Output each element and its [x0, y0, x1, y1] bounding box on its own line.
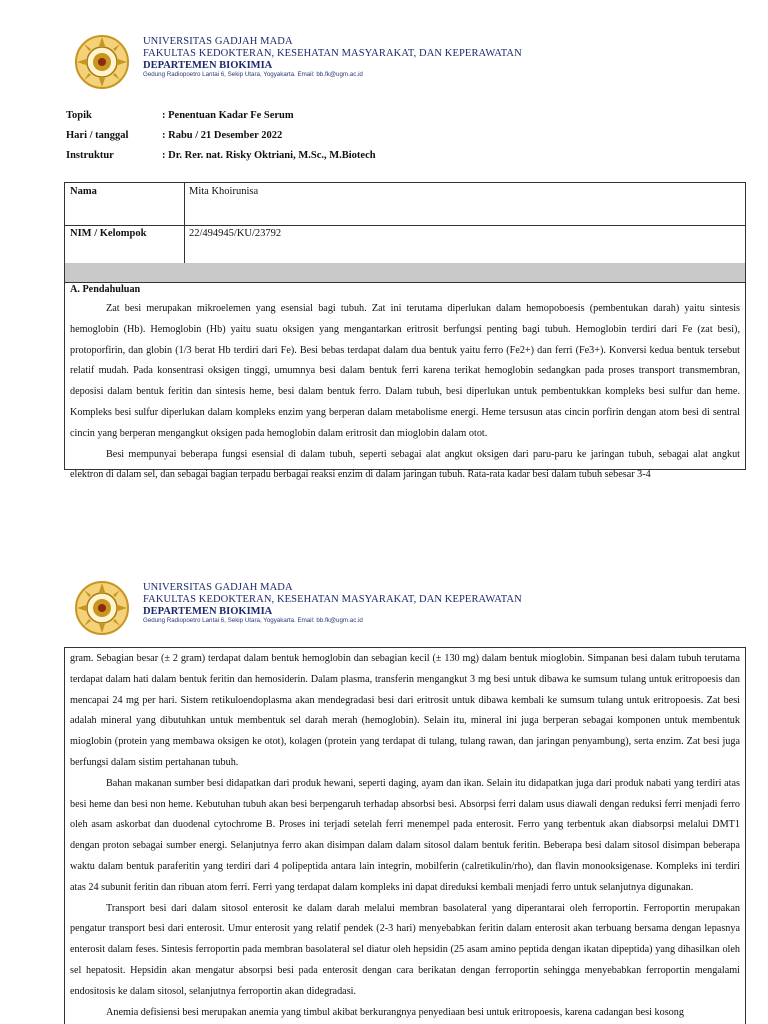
name-value: Mita Khoirunisa: [189, 186, 259, 197]
report-table: [64, 182, 746, 481]
paragraph: Besi mempunyai beberapa fungsi esensial di dalam tubuh, seperti sebagai alat angkut oksigen dari paru-paru ke jaringan tubuh, sebagai alat angkut elektron di dalam sel, dan sebagai bagian terpadu berbagai reaksi enzim di dalam jaringan tubuh. Rata-rata kadar besi dalam tubuh sebesar 3-4: [70, 448, 740, 481]
meta-row-topik: [66, 110, 376, 130]
paragraph: Zat besi merupakan mikroelemen yang esensial bagi tubuh. Zat ini terutama diperlukan dalam hemopoboesis (pembentukan darah) yaitu sintesis hemoglobin (Hb). Hemoglobin (Hb) yaitu suatu oksigen yang mengantarkan eritrosit berfungsi penting bagi tubuh. Hemoglobin terdiri dari Fe (zat besi), protoporfirin, dan globin (1/3 berat Hb terdiri dari Fe). Besi bebas terdapat dalam dua bentuk yaitu ferro (Fe2+) dan ferri (Fe3+). Konversi kedua bentuk tersebut relatif mudah. Pada konsentrasi oksigen tinggi, umumnya besi dalam bentuk ferri karena terikat hemoglobin sedangkan pada proses transport transmembran, deposisi dalam bentuk feritin dan sintesis heme, besi dalam bentuk ferro. Dalam tubuh, besi diperlukan untuk pembentukkan kompleks besi sulfur dan heme. Kompleks besi sulfur diperlukan dalam kompleks enzim yang berperan dalam metabolisme energi. Heme tersusun atas cincin porfirin dengan atom besi di sentral cincin yang berperan mengangkut oksigen pada hemoglobin dalam eritrosit dan mioglobin dalam otot.: [70, 303, 740, 439]
ugm-seal-logo: [74, 34, 130, 90]
page-2: [0, 570, 768, 1024]
nim-row: [65, 225, 745, 264]
report-meta: [66, 110, 376, 170]
letterhead-address: Gedung Radiopoetro Lantai 6, Sekip Utara, Yogyakarta. Email: bb.fk@ugm.ac.id: [143, 71, 363, 79]
meta-value: : Dr. Rer. nat. Risky Oktriani, M.Sc., M.Biotech: [162, 150, 376, 161]
paragraph: gram. Sebagian besar (± 2 gram) terdapat dalam bentuk hemoglobin dan sebagian kecil (± 130 mg) dalam bentuk mioglobin. Simpanan besi dalam tubuh terutama terdapat dalam hati dalam bentuk feritin dan hemosiderin. Dalam plasma, transferin mengangkut 3 mg besi untuk dibawa ke sumsum tulang untuk eritropoesis dan mencapai 24 mg per hari. Sistem retikuloendoplasma akan mendegradasi besi dari eritrosit untuk dibawa kembali ke sumsum tulang untuk eritropoesis. Zat besi adalah mineral yang dibutuhkan untuk membentuk sel darah merah (hemoglobin). Selain itu, mineral ini juga berperan sebagai komponen untuk membentuk mioglobin (protein yang membawa oksigen ke otot), kolagen (protein yang terdapat di tulang, tulang rawan, dan jaringan penyambung), serta enzim. Zat besi juga berfungsi dalam sistim pertahanan tubuh.: [70, 653, 740, 768]
department-name: DEPARTEMEN BIOKIMIA: [143, 605, 273, 617]
nim-value: 22/494945/KU/23792: [189, 228, 282, 239]
nim-label: NIM / Kelompok: [70, 228, 147, 239]
introduction-continued: [70, 649, 740, 1023]
faculty-name: FAKULTAS KEDOKTERAN, KESEHATAN MASYARAKAT, DAN KEPERAWATAN: [143, 593, 522, 605]
faculty-name: FAKULTAS KEDOKTERAN, KESEHATAN MASYARAKAT, DAN KEPERAWATAN: [143, 47, 522, 59]
university-name: UNIVERSITAS GADJAH MADA: [143, 36, 293, 47]
cell-divider: [184, 225, 185, 263]
paragraph: Anemia defisiensi besi merupakan anemia yang timbul akibat berkurangnya penyediaan besi untuk eritropoesis, karena cadangan besi kosong: [106, 1006, 684, 1018]
letterhead-address: Gedung Radiopoetro Lantai 6, Sekip Utara, Yogyakarta. Email: bb.fk@ugm.ac.id: [143, 617, 363, 625]
meta-value: : Penentuan Kadar Fe Serum: [162, 110, 294, 121]
section-separator-bar: [65, 263, 745, 283]
paragraph: Transport besi dari dalam sitosol enterosit ke dalam darah melalui membran basolateral yang diperantarai oleh ferroportin. Ferroportin merupakan pengatur transport besi dari enterosit. Umur enterosit yang relatif pendek (2-3 hari) menyebabkan feritin dalam enterosit akan terbuang bersama dengan lepasnya enterosit dalam feses. Sintesis ferroportin pada membran basolateral sel diatur oleh hepsidin (25 asam amino peptida dengan ikatan dipeptida) yang dihasilkan oleh sel hepatosit. Hepsidin akan mengatur absorpsi besi pada enterosit dengan cara berikatan dengan ferroportin sehingga menyebabkan ferroportin mengalami endositosis ke dalam sitosol, selanjutnya ferroportin akan didegradasi.: [70, 902, 740, 997]
cell-divider: [184, 183, 185, 225]
introduction-section: [70, 283, 740, 486]
meta-label: Instruktur: [66, 150, 114, 161]
section-heading: A. Pendahuluan: [70, 284, 141, 295]
meta-label: Hari / tanggal: [66, 130, 129, 141]
paragraph: Bahan makanan sumber besi didapatkan dari produk hewani, seperti daging, ayam dan ikan. Selain itu didapatkan juga dari produk nabati yang terdiri atas besi heme dan besi non heme. Kebutuhan tubuh akan besi berpengaruh terhadap absorbsi besi. Absorpsi ferri dalam usus diawali dengan reduksi ferri menjadi ferro oleh asam askorbat dan duodenal cytochrome B. Proses ini terjadi setelah ferri menempel pada enterosit. Ferro yang terbentuk akan diabsorpsi melalui DMT1 dengan proton sebagai sumber energi. Selanjutnya ferro akan disimpan dalam dalam sitosol dalam bentuk feritin. Beberapa besi dalam sitosol disimpan beberapa waktu dalam bentuk paraferitin yang terdiri dari 4 polipeptida antara lain integrin, mobilferin (calretikulin/rho), dan flavin monooksigenase. Kompleks ini terdiri atas 24 subunit feritin dan ribuan atom ferri. Ferri yang terdapat dalam kompleks ini dapat direduksi kembali menjadi ferro untuk selanjutnya digunakan.: [70, 777, 740, 893]
meta-value: : Rabu / 21 Desember 2022: [162, 130, 283, 141]
letterhead: [74, 34, 674, 94]
university-name: UNIVERSITAS GADJAH MADA: [143, 582, 293, 593]
letterhead: [74, 580, 674, 640]
name-row: [65, 183, 745, 226]
meta-row-date: [66, 130, 376, 150]
page-1: [0, 0, 768, 500]
name-label: Nama: [70, 186, 97, 197]
meta-row-instructor: [66, 150, 376, 170]
department-name: DEPARTEMEN BIOKIMIA: [143, 59, 273, 71]
ugm-seal-logo: [74, 580, 130, 636]
continuation-box: [64, 647, 746, 1024]
meta-label: Topik: [66, 110, 92, 121]
